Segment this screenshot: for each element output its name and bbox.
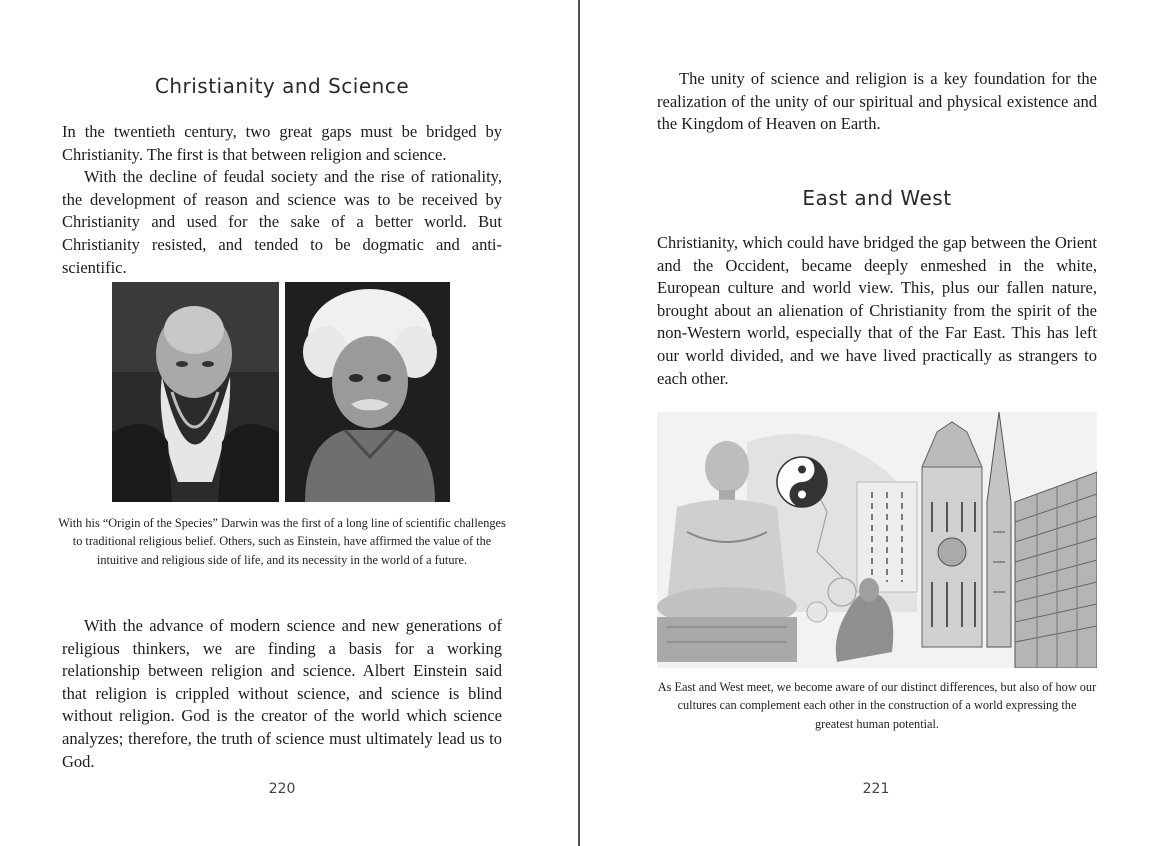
page-number: 221 xyxy=(862,781,890,797)
photo-caption: With his “Origin of the Species” Darwin was the first of a long line of scientific challenges to traditional religious belief. Others, such as Einstein, have affirmed the value of the intuitive and religious side of life, and its necessity in the world of a future. xyxy=(58,516,506,567)
paragraph: The unity of science and religion is a key foundation for the realization of the unity of our spiritual and physical existence and the Kingdom of Heaven on Earth. xyxy=(657,69,1097,134)
einstein-portrait-photo xyxy=(285,282,450,502)
paragraph: Christianity, which could have bridged the gap between the Orient and the Occident, became deeply enmeshed in the white, European culture and world view. This, plus our fallen nature, brought about an alienation of Christianity from the spirit of the non-Western world, especially that of the Far East. This has left our world divided, and we have lived practically as strangers to each other. xyxy=(657,233,1097,388)
opening-text-block xyxy=(657,68,1097,136)
collage-caption: As East and West meet, we become aware of our distinct differences, but also of how our cultures can complement each other in the construction of a world expressing the greatest human potential. xyxy=(657,680,1097,731)
right-page xyxy=(580,0,1158,846)
closing-text-block xyxy=(62,615,502,773)
east-west-collage-image xyxy=(657,412,1097,668)
section-heading-christianity-and-science: Christianity and Science xyxy=(154,74,410,98)
east-west-text-block xyxy=(657,232,1097,390)
section-heading-east-and-west: East and West xyxy=(802,186,952,210)
page-number: 220 xyxy=(268,781,296,797)
paragraph: In the twentieth century, two great gaps must be bridged by Christianity. The first is that between religion and science. xyxy=(62,122,502,164)
darwin-portrait-photo xyxy=(112,282,279,502)
paragraph: With the decline of feudal society and the rise of rationality, the development of reason and science was to be received by Christianity and used for the sake of a better world. But Christianity resisted, and tended to be dogmatic and anti-scientific. xyxy=(62,167,502,277)
paragraph: With the advance of modern science and new generations of religious thinkers, we are finding a basis for a working relationship between religion and science. Albert Einstein said that religion is crippled without science, and science is blind without religion. God is the creator of the world which science analyzes; therefore, the truth of science must ultimately lead us to God. xyxy=(62,616,502,771)
intro-text-block xyxy=(62,121,502,279)
